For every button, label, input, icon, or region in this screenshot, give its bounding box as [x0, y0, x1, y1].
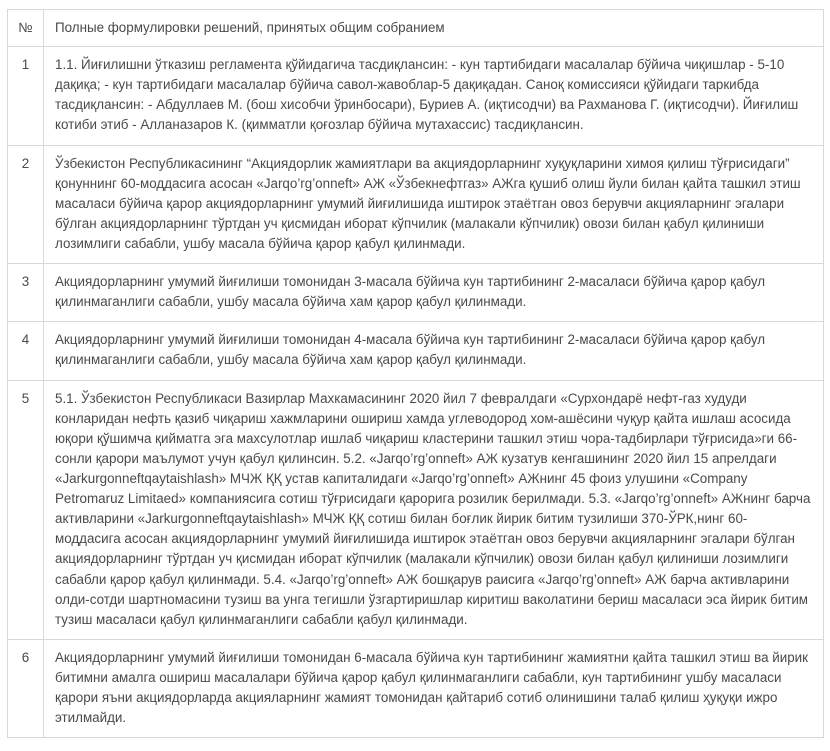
header-row: [8, 10, 824, 47]
row-text: Акциядорларнинг умумий йиғилиши томонидан 6-масала бўйича кун тартибининг жамиятни қайта ташкил этиш ва йирик битимни амалга ошириш масалалари бўйича қарор қабул қилинмаганлиги сабабли, кун тартибининг ушбу масаласи қарори яъни акциядорларда акцияларнинг жамият томонидан қайтариб сотиб олинишини талаб қилиш ҳуқуқи ижро этилмайди.: [44, 639, 824, 737]
row-text: Акциядорларнинг умумий йиғилиши томонидан 4-масала бўйича кун тартибининг 2-масаласи бўйича қарор қабул қилинмаганлиги сабабли, ушбу масала бўйича хам қарор қабул қилинмади.: [44, 322, 824, 380]
table-header: [8, 10, 824, 47]
row-text: 1.1. Йиғилишни ўтказиш регламента қўйидагича тасдиқлансин: - кун тартибидаги масалалар бўйича чиқишлар - 5-10 дақиқа; - кун тартибидаги масалалар бўйича савол-жавоблар-5 дақиқадан. Саноқ комиссияси қўйидаги таркибда тасдиқлансин: - Абдуллаев М. (бош хисобчи ўринбосари), Буриев А. (иқтисодчи) ва Рахманова Г. (иқтисодчи). Йиғилиш котиби этиб - Алланазаров К. (қимматли қоғозлар бўйича мутахассис) тасдиқлансин.: [44, 47, 824, 145]
row-number: 2: [8, 145, 44, 264]
header-number: №: [8, 10, 44, 47]
table-row: [8, 145, 824, 264]
row-number: 6: [8, 639, 44, 737]
table-row: [8, 322, 824, 380]
table-row: [8, 380, 824, 639]
header-title: Полные формулировки решений, принятых общим собранием: [44, 10, 824, 47]
table-row: [8, 639, 824, 737]
table-body: [8, 47, 824, 738]
row-number: 5: [8, 380, 44, 639]
row-number: 4: [8, 322, 44, 380]
table-row: [8, 264, 824, 322]
row-text: Акциядорларнинг умумий йиғилиши томонидан 3-масала бўйича кун тартибининг 2-масаласи бўйича қарор қабул қилинмаганлиги сабабли, ушбу масала бўйича хам қарор қабул қилинмади.: [44, 264, 824, 322]
decisions-table: [7, 9, 824, 738]
row-number: 1: [8, 47, 44, 145]
row-number: 3: [8, 264, 44, 322]
row-text: Ўзбекистон Республикасининг “Акциядорлик жамиятлари ва акциядорларнинг хуқуқларини химоя қилиш тўғрисидаги” қонуннинг 60-моддасига асосан «Jarqo’rg’onneft» АЖ «Ўзбекнефтгаз» АЖга қушиб олиш йули билан қайта ташкил этиш масаласи бўйича қарор акциядорларнинг умумий йиғилишида иштирок этаётган овоз берувчи акцияларнинг эгалари бўлган акциядорларнинг тўртдан уч қисмидан иборат кўпчилик (малакали кўпчилик) овози билан қабул қилиниши лозимлиги сабабли, ушбу масала бўйича қарор қабул қилинмади.: [44, 145, 824, 264]
table-row: [8, 47, 824, 145]
row-text: 5.1. Ўзбекистон Республикаси Вазирлар Махкамасининг 2020 йил 7 февралдаги «Сурхондарё нефт-газ худуди конларидан нефть қазиб чиқариш хажмларини ошириш хамда углеводород хом-ашёсини чуқур қайта ишлаш асосида юқори қўшимча қийматга эга махсулотлар ишлаб чиқариш кластерини ташкил этиш чора-тадбирлари тўғрисида»ги 66-сонли қарори маълумот учун қабул қилинсин. 5.2. «Jarqo’rg’onneft» АЖ кузатув кенгашининг 2020 йил 15 апрелдаги «Jarkurgonneftqaytaishlash» МЧЖ ҚҚ устав капиталидаги «Jarqo’rg’onneft» АЖнинг 45 фоиз улушини «Company Petromaruz Limitaed» компаниясига сотиш тўғрисидаги қарорига розилик берилмади. 5.3. «Jarqo’rg’onneft» АЖнинг барча активларини «Jarkurgonneftqaytaishlash» МЧЖ ҚҚ сотиш билан боғлик йирик битим тузилиши 370-ЎРК,нинг 60-моддасига асосан акциядорларнинг умумий йиғилишида иштирок этаётган овоз берувчи акцияларнинг эгалари бўлган акциядорларнинг тўртдан уч қисмидан иборат кўпчилик (малакали кўпчилик) овози билан қабул қилиниши лозимлиги сабабли қарор қабул қилинмади. 5.4. «Jarqo’rg’onneft» АЖ бошқарув раисига «Jarqo’rg’onneft» АЖ барча активларини олди-сотди шартномасини тузиш ва унга тегишли ўзгартиришлар киритиш ваколатини бериш масаласи эса йирик битим тузиш масаласи қабул қилинмаганлиги сабабли қабул қилинмади.: [44, 380, 824, 639]
